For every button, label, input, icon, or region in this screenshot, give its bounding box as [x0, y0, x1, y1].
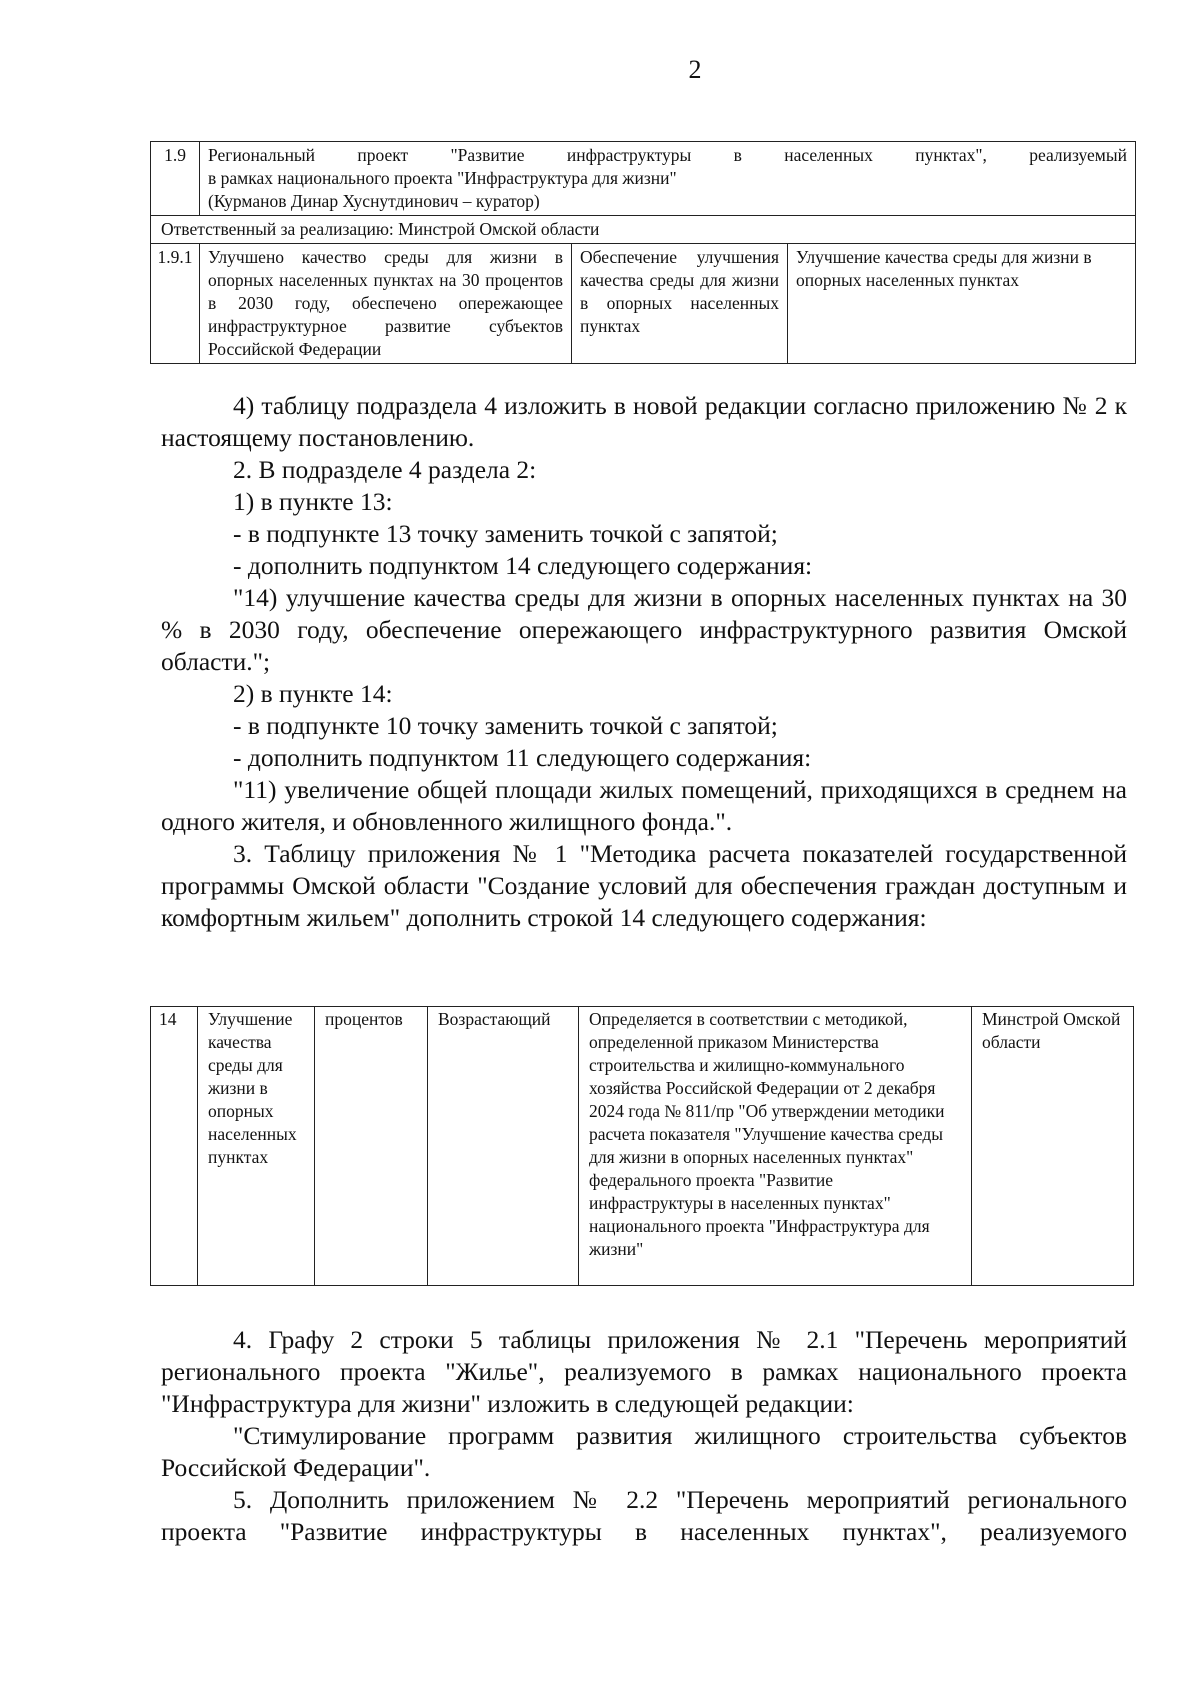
paragraph: "11) увеличение общей площади жилых помещений, приходящихся в среднем на одного жителя, и обновленного жилищного фонда.".: [161, 775, 1127, 836]
effect-cell: Улучшение качества среды для жизни в опорных населенных пунктах: [788, 244, 1136, 364]
page-number: 2: [688, 55, 702, 84]
program-table: [150, 141, 1136, 364]
paragraph: - в подпункте 10 точку заменить точкой с запятой;: [233, 711, 778, 740]
paragraph: 4) таблицу подраздела 4 изложить в новой редакции согласно приложению № 2 к настоящему постановлению.: [161, 391, 1127, 452]
paragraph: "14) улучшение качества среды для жизни в опорных населенных пунктах на 30 % в 2030 году, обеспечение опережающего инфраструктурного развития Омской области.";: [161, 583, 1127, 676]
unit-cell: процентов: [315, 1007, 428, 1286]
indicator-name-cell: Улучшение качества среды для жизни в опорных населенных пунктах: [198, 1007, 315, 1286]
table-row: [151, 216, 1136, 244]
project-line: Региональный проект "Развитие инфраструктуры в населенных пунктах", реализуемый: [208, 145, 1127, 165]
paragraph: 2. В подразделе 4 раздела 2:: [233, 455, 537, 484]
task-cell: Улучшено качество среды для жизни в опорных населенных пунктах на 30 процентов в 2030 году, обеспечено опережающее инфраструктурное развитие субъектов Российской Федерации: [200, 244, 572, 364]
row-number: 14: [151, 1007, 198, 1286]
responsible-cell: Минстрой Омской области: [972, 1007, 1134, 1286]
paragraph: - в подпункте 13 точку заменить точкой с запятой;: [233, 519, 778, 548]
row-number: 1.9: [151, 142, 200, 216]
paragraph: 1) в пункте 13:: [233, 487, 393, 516]
body-section-1: [161, 390, 1127, 934]
methodology-table: [150, 1006, 1134, 1286]
paragraph: 2) в пункте 14:: [233, 679, 393, 708]
responsible-cell: Ответственный за реализацию: Минстрой Омской области: [151, 216, 1136, 244]
table-row: [151, 142, 1136, 216]
body-section-2: [161, 1324, 1127, 1548]
project-cell: [200, 142, 1136, 216]
table-row: [151, 1007, 1134, 1286]
table-row: [151, 244, 1136, 364]
paragraph: - дополнить подпунктом 14 следующего содержания:: [233, 551, 813, 580]
paragraph: 5. Дополнить приложением № 2.2 "Перечень мероприятий регионального проекта "Развитие инфраструктуры в населенных пунктах", реализуемого: [161, 1485, 1127, 1546]
method-cell: Определяется в соответствии с методикой, определенной приказом Министерства строительства и жилищно-коммунального хозяйства Российской Федерации от 2 декабря 2024 года № 811/пр "Об утверждении методики расчета показателя "Улучшение качества среды для жизни в опорных населенных пунктах" федерального проекта "Развитие инфраструктуры в населенных пунктах" национального проекта "Инфраструктура для жизни": [579, 1007, 972, 1286]
trend-cell: Возрастающий: [428, 1007, 579, 1286]
paragraph: 4. Графу 2 строки 5 таблицы приложения № 2.1 "Перечень мероприятий регионального проекта "Жилье", реализуемого в рамках национального проекта "Инфраструктура для жизни" изложить в следующей редакции:: [161, 1325, 1127, 1418]
paragraph: "Стимулирование программ развития жилищного строительства субъектов Российской Федерации".: [161, 1421, 1127, 1482]
paragraph: 3. Таблицу приложения № 1 "Методика расчета показателей государственной программы Омской области "Создание условий для обеспечения граждан доступным и комфортным жильем" дополнить строкой 14 следующего содержания:: [161, 839, 1127, 932]
result-cell: Обеспечение улучшения качества среды для жизни в опорных населенных пунктах: [572, 244, 788, 364]
paragraph: - дополнить подпунктом 11 следующего содержания:: [233, 743, 812, 772]
row-number: 1.9.1: [151, 244, 200, 364]
project-curator: (Курманов Динар Хуснутдинович – куратор): [208, 191, 540, 211]
project-line: в рамках национального проекта "Инфраструктура для жизни": [208, 168, 677, 188]
